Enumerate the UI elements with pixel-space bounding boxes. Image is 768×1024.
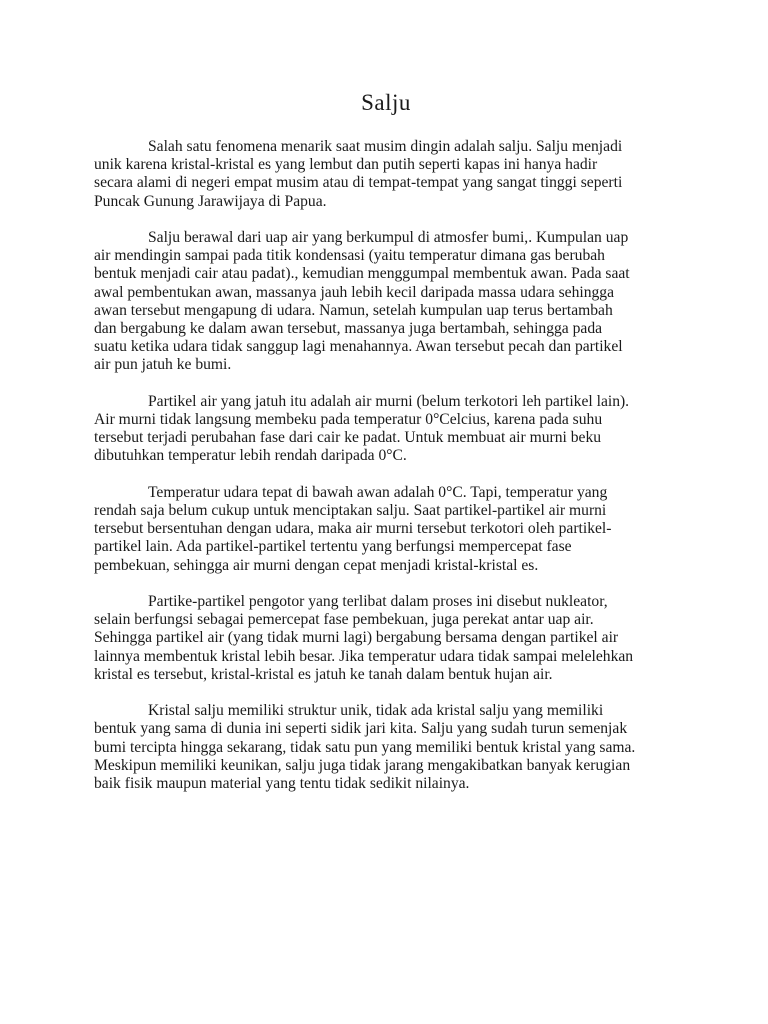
document-title: Salju: [361, 90, 411, 115]
paragraph-3: Partikel air yang jatuh itu adalah air murni (belum terkotori leh partikel lain). Air murni tidak langsung membeku pada temperatur 0°Celcius, karena pada suhu tersebut terjadi perubahan fase dari cair ke padat. Untuk membuat air murni beku dibutuhkan temperatur lebih rendah daripada 0°C.: [94, 392, 630, 465]
paragraph-5: Partike-partikel pengotor yang terlibat dalam proses ini disebut nukleator, selain berfungsi sebagai pemercepat fase pembekuan, juga perekat antar uap air. Sehingga partikel air (yang tidak murni lagi) bergabung bersama dengan partikel air lainnya membentuk kristal lebih besar. Jika temperatur udara tidak sampai melelehkan kristal es tersebut, kristal-kristal es jatuh ke tanah dalam bentuk hujan air.: [94, 593, 634, 683]
paragraph-4: Temperatur udara tepat di bawah awan adalah 0°C. Tapi, temperatur yang rendah saja belum cukup untuk menciptakan salju. Saat partikel-partikel air murni tersebut bersentuhan dengan udara, maka air murni tersebut terkotori oleh partikel- partikel lain. Ada partikel-partikel tertentu yang berfungsi mempercepat fase pembekuan, sehingga air murni dengan cepat menjadi kristal-kristal es.: [94, 483, 612, 574]
paragraph-6: Kristal salju memiliki struktur unik, tidak ada kristal salju yang memiliki bentuk yang sama di dunia ini seperti sidik jari kita. Salju yang sudah turun semenjak bumi tercipta hingga sekarang, tidak satu pun yang memiliki bentuk kristal yang sama. Meskipun memiliki keunikan, salju juga tidak jarang mengakibatkan banyak kerugian baik fisik maupun material yang tentu tidak sedikit nilainya.: [94, 702, 636, 793]
paragraph-2: Salju berawal dari uap air yang berkumpul di atmosfer bumi,. Kumpulan uap air mendingin sampai pada titik kondensasi (yaitu temperatur dimana gas berubah bentuk menjadi cair atau padat)., kemudian menggumpal membentuk awan. Pada saat awal pembentukan awan, massanya jauh lebih kecil daripada massa udara sehingga awan tersebut mengapung di udara. Namun, setelah kumpulan uap terus bertambah dan bergabung ke dalam awan tersebut, massanya juga bertambah, sehingga pada suatu ketika udara tidak sanggup lagi menahannya. Awan tersebut pecah dan partikel air pun jatuh ke bumi.: [94, 229, 630, 374]
document-page: [94, 88, 678, 811]
paragraph-1: Salah satu fenomena menarik saat musim dingin adalah salju. Salju menjadi unik karena kristal-kristal es yang lembut dan putih seperti kapas ini hanya hadir secara alami di negeri empat musim atau di tempat-tempat yang sangat tinggi seperti Puncak Gunung Jarawijaya di Papua.: [94, 138, 623, 210]
